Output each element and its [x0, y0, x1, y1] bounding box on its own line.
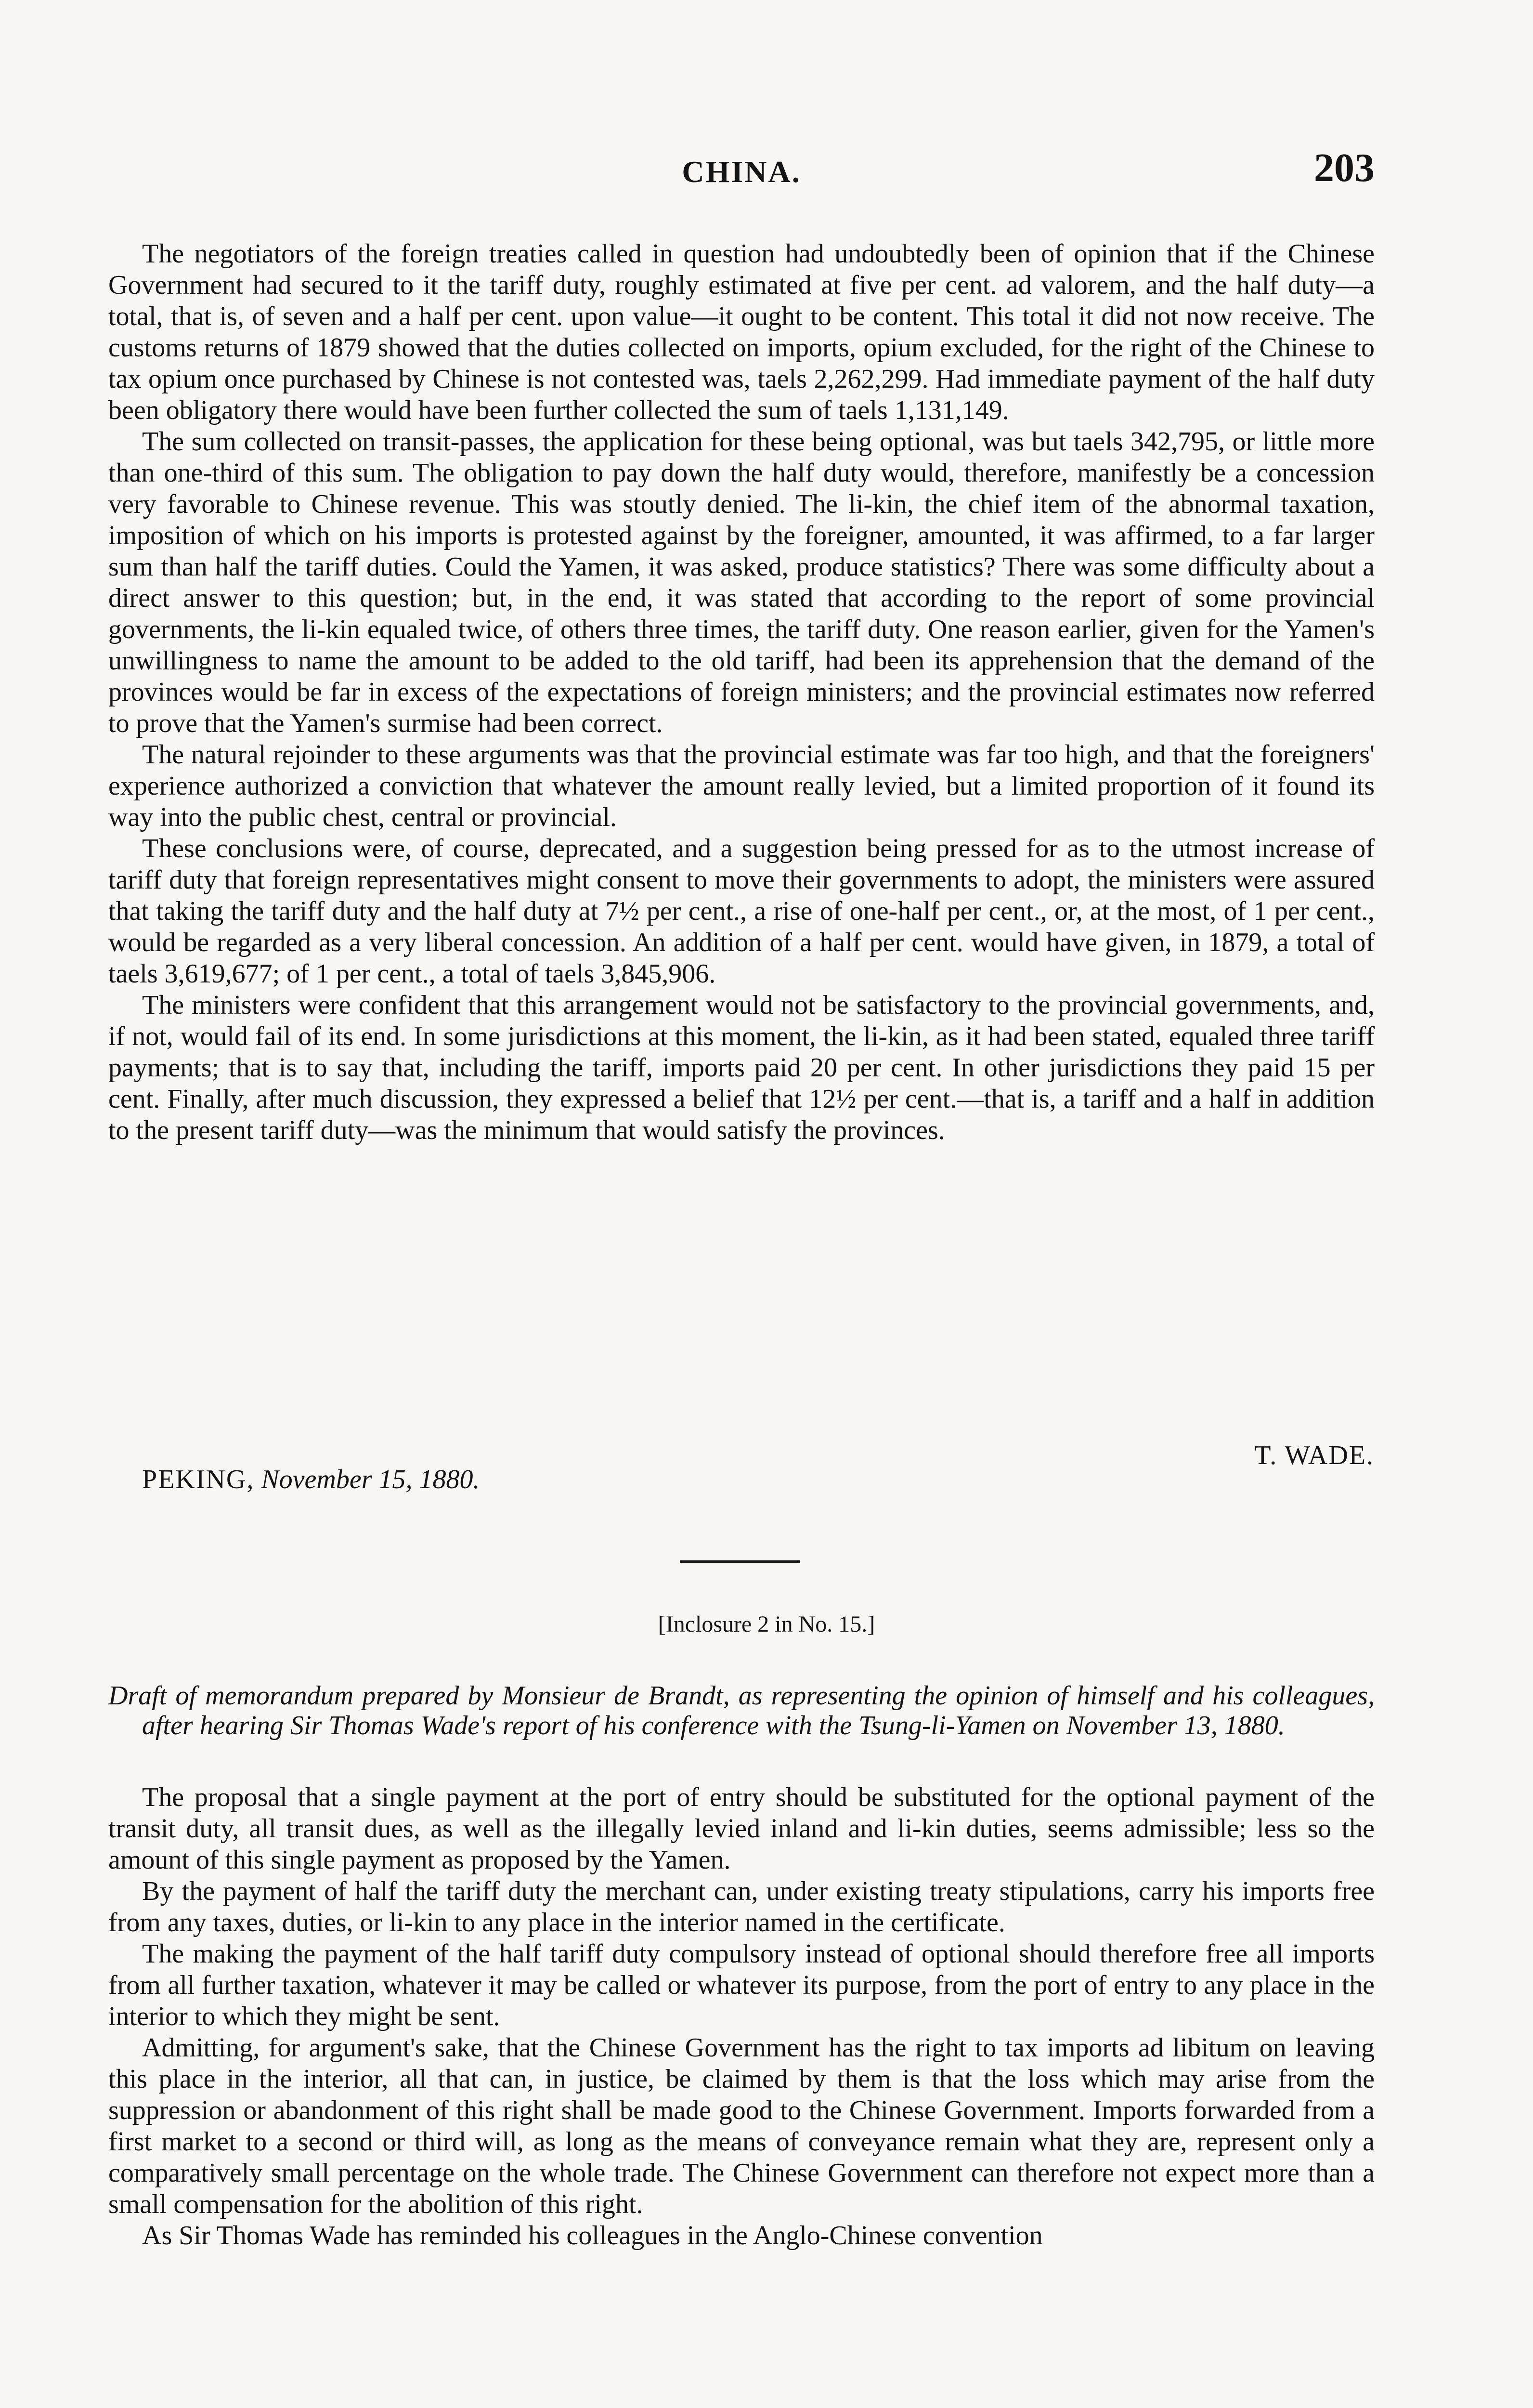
paragraph: The natural rejoinder to these arguments was that the provincial estimate was far too high, and that the foreigners' experience authorized a conviction that whatever the amount really levied, but a limited proportion of it found its way into the public chest, central or provincial. [108, 740, 1375, 832]
dateline-date: November 15, 1880. [261, 1465, 480, 1494]
paragraph: By the payment of half the tariff duty the merchant can, under existing treaty stipulations, carry his imports free from any taxes, duties, or li-kin to any place in the interior named in the certificate. [108, 1876, 1375, 1937]
memorandum-body [108, 1782, 1375, 2251]
paragraph: Admitting, for argument's sake, that the Chinese Government has the right to tax imports ad libitum on leaving this place in the interior, all that can, in justice, be claimed by them is that the loss which may arise from the suppression or abandonment of this right shall be made good to the Chinese Government. Imports forwarded from a first market to a second or third will, as long as the means of conveyance remain what they are, represent only a comparatively small percentage on the whole trade. The Chinese Government can therefore not expect more than a small compensation for the abolition of this right. [108, 2033, 1375, 2219]
paragraph: The sum collected on transit-passes, the application for these being optional, was but taels 342,795, or little more than one-third of this sum. The obligation to pay down the half duty would, therefore, manifestly be a concession very favorable to Chinese revenue. This was stoutly denied. The li-kin, the chief item of the abnormal taxation, imposition of which on his imports is protested against by the foreigner, amounted, it was affirmed, to a far larger sum than half the tariff duties. Could the Yamen, it was asked, produce statistics? There was some difficulty about a direct answer to this question; but, in the end, it was stated that according to the report of some provincial governments, the li-kin equaled twice, of others three times, the tariff duty. One reason earlier, given for the Yamen's unwillingness to name the amount to be added to the old tariff, had been its apprehension that the demand of the provinces would be far in excess of the expectations of foreign ministers; and the provincial estimates now referred to prove that the Yamen's surmise had been correct. [108, 427, 1375, 738]
memorandum-caption: Draft of memorandum prepared by Monsieur de Brandt, as representing the opinion of himself and his colleagues, after hearing Sir Thomas Wade's report of his conference with the Tsung-li-Yamen on November 13, 1880. [108, 1681, 1375, 1741]
paragraph: As Sir Thomas Wade has reminded his colleagues in the Anglo-Chinese convention [142, 2221, 1043, 2251]
paragraph: The making the payment of the half tariff duty compulsory instead of optional should therefore free all imports from all further taxation, whatever it may be called or whatever its purpose, from the port of entry to any place in the interior to which they might be sent. [108, 1939, 1375, 2031]
page-header [108, 144, 1375, 207]
paragraph: The negotiators of the foreign treaties called in question had undoubtedly been of opinion that if the Chinese Government had secured to it the tariff duty, roughly estimated at five per cent. ad valorem, and the half duty—a total, that is, of seven and a half per cent. upon value—it ought to be content. This total it did not now receive. The customs returns of 1879 showed that the duties collected on imports, opium excluded, for the right of the Chinese to tax opium once purchased by Chinese is not contested was, taels 2,262,299. Had immediate payment of the half duty been obligatory there would have been further collected the sum of taels 1,131,149. [108, 239, 1375, 425]
dateline-place: PEKING, [142, 1465, 255, 1494]
running-title: CHINA. [682, 155, 801, 189]
letter-body [108, 238, 1375, 1146]
section-divider [680, 1560, 800, 1563]
signature: T. WADE. [1254, 1440, 1374, 1470]
inclosure-label: [Inclosure 2 in No. 15.] [658, 1611, 875, 1637]
paragraph: These conclusions were, of course, deprecated, and a suggestion being pressed for as to the utmost increase of tariff duty that foreign representatives might consent to move their governments to adopt, the ministers were assured that taking the tariff duty and the half duty at 7½ per cent., a rise of one-half per cent., or, at the most, of 1 per cent., would be regarded as a very liberal concession. An addition of a half per cent. would have given, in 1879, a total of taels 3,619,677; of 1 per cent., a total of taels 3,845,906. [108, 834, 1375, 989]
page-number: 203 [1314, 145, 1375, 190]
paragraph: The ministers were confident that this arrangement would not be satisfactory to the provincial governments, and, if not, would fail of its end. In some jurisdictions at this moment, the li-kin, as it had been stated, equaled three tariff payments; that is to say that, including the tariff, imports paid 20 per cent. In other jurisdictions they paid 15 per cent. Finally, after much discussion, they expressed a belief that 12½ per cent.—that is, a tariff and a half in addition to the present tariff duty—was the minimum that would satisfy the provinces. [108, 990, 1375, 1145]
dateline [142, 1464, 480, 1495]
paragraph: The proposal that a single payment at the port of entry should be substituted for the optional payment of the transit duty, all transit dues, as well as the illegally levied inland and li-kin duties, seems admissible; less so the amount of this single payment as proposed by the Yamen. [108, 1782, 1375, 1875]
